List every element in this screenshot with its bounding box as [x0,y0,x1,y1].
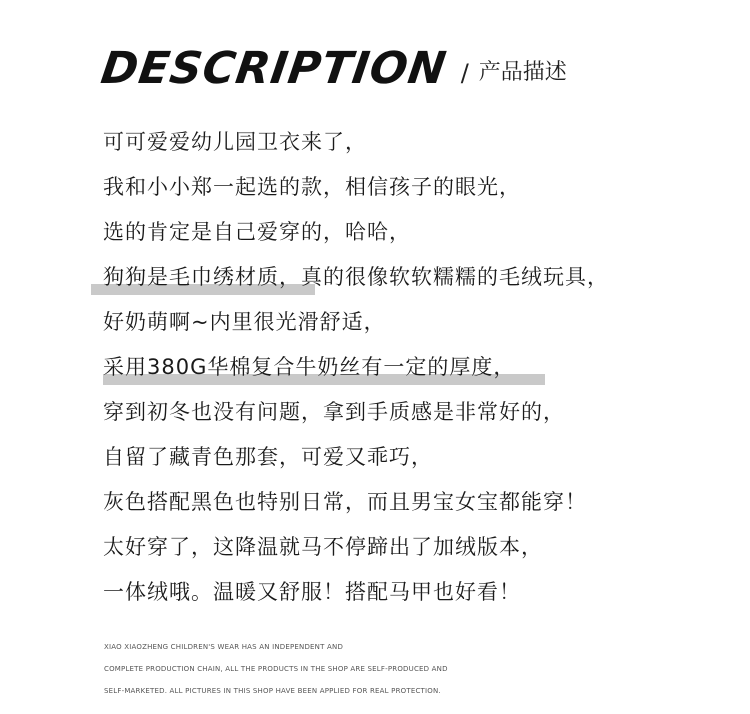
footer-line-1: XIAO XIAOZHENG CHILDREN'S WEAR HAS AN INDEPENDENT AND [104,643,344,651]
description-line-2: 我和小小郑一起选的款，相信孩子的眼光， [103,175,521,199]
description-title-cn: 产品描述 [478,60,567,85]
description-line-11: 一体绒哦。温暖又舒服！搭配马甲也好看！ [103,580,521,604]
footer-line-3: SELF-MARKETED. ALL PICTURES IN THIS SHOP HAVE BEEN APPLIED FOR REAL PROTECTION. [104,687,441,695]
description-line-3: 选的肯定是自己爱穿的，哈哈， [103,220,411,244]
description-body [103,120,723,615]
description-line-4: 狗狗是毛巾绣材质，真的很像软软糯糯的毛绒玩具， [103,255,723,300]
description-line-9: 灰色搭配黑色也特别日常，而且男宝女宝都能穿！ [103,490,587,514]
description-title-en: DESCRIPTION [98,43,450,94]
description-line-8: 自留了藏青色那套，可爱又乖巧， [103,445,433,469]
footer-disclaimer [104,636,524,702]
description-line-5: 好奶萌啊~内里很光滑舒适， [103,310,386,334]
footer-line-2: COMPLETE PRODUCTION CHAIN, ALL THE PRODUCTS IN THE SHOP ARE SELF-PRODUCED AND [104,665,448,673]
description-line-10: 太好穿了，这降温就马不停蹄出了加绒版本， [103,535,543,559]
title-separator: / [460,59,469,87]
description-line-6: 采用380G华棉复合牛奶丝有一定的厚度， [103,345,723,390]
description-line-1: 可可爱爱幼儿园卫衣来了， [103,130,367,154]
description-header [98,44,567,94]
description-line-7: 穿到初冬也没有问题，拿到手质感是非常好的， [103,400,565,424]
